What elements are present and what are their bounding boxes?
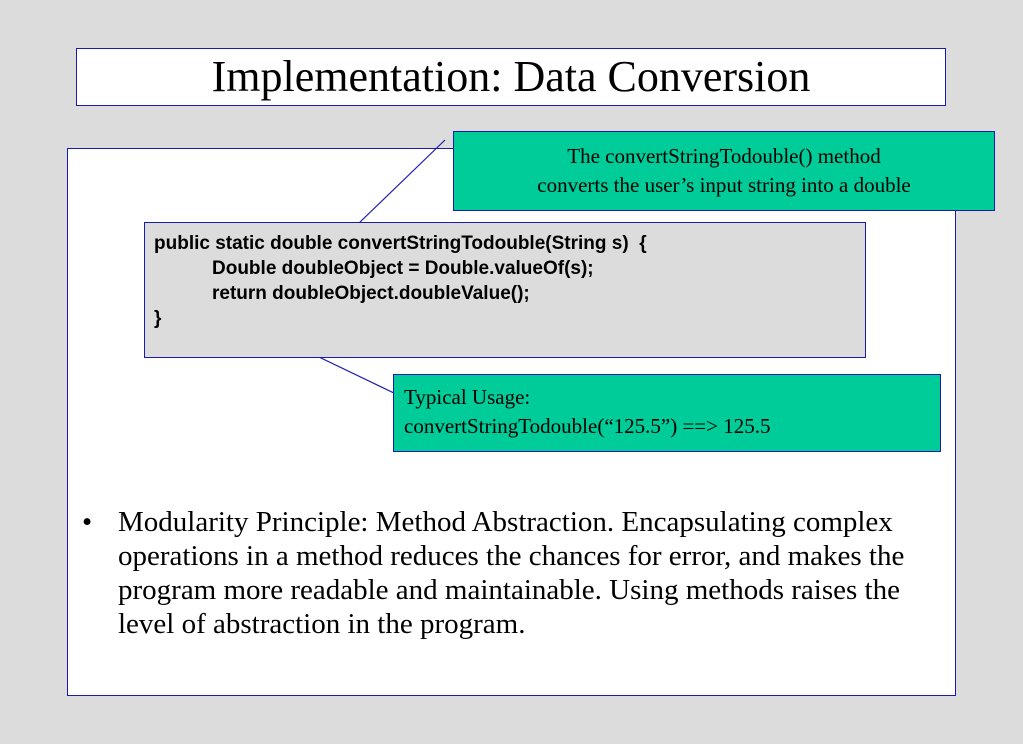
bullet-text: Modularity Principle: Method Abstraction. Encapsulating complex operations in a method reduces the chances for error, and makes the program more readable and maintainable. Using methods raises the level of abstraction in the program.: [118, 506, 905, 640]
usage-callout: [393, 374, 941, 452]
code-line: }: [154, 308, 162, 329]
method-callout: [453, 131, 995, 211]
slide-title: Implementation: Data Conversion: [211, 52, 811, 101]
code-line: return doubleObject.doubleValue();: [212, 283, 530, 304]
method-callout-line: converts the user’s input string into a double: [537, 173, 911, 197]
code-line: Double doubleObject = Double.valueOf(s);: [212, 258, 594, 279]
bullet-marker: •: [82, 506, 93, 538]
code-line: public static double convertStringTodouble(String s) {: [154, 233, 647, 254]
usage-callout-label: Typical Usage:: [404, 385, 531, 409]
usage-callout-example: convertStringTodouble(“125.5”) ==> 125.5: [404, 414, 771, 438]
title-box: [76, 48, 946, 106]
method-callout-line: The convertStringTodouble() method: [567, 144, 881, 168]
bullet-point: [82, 505, 922, 641]
code-block: [144, 222, 866, 358]
